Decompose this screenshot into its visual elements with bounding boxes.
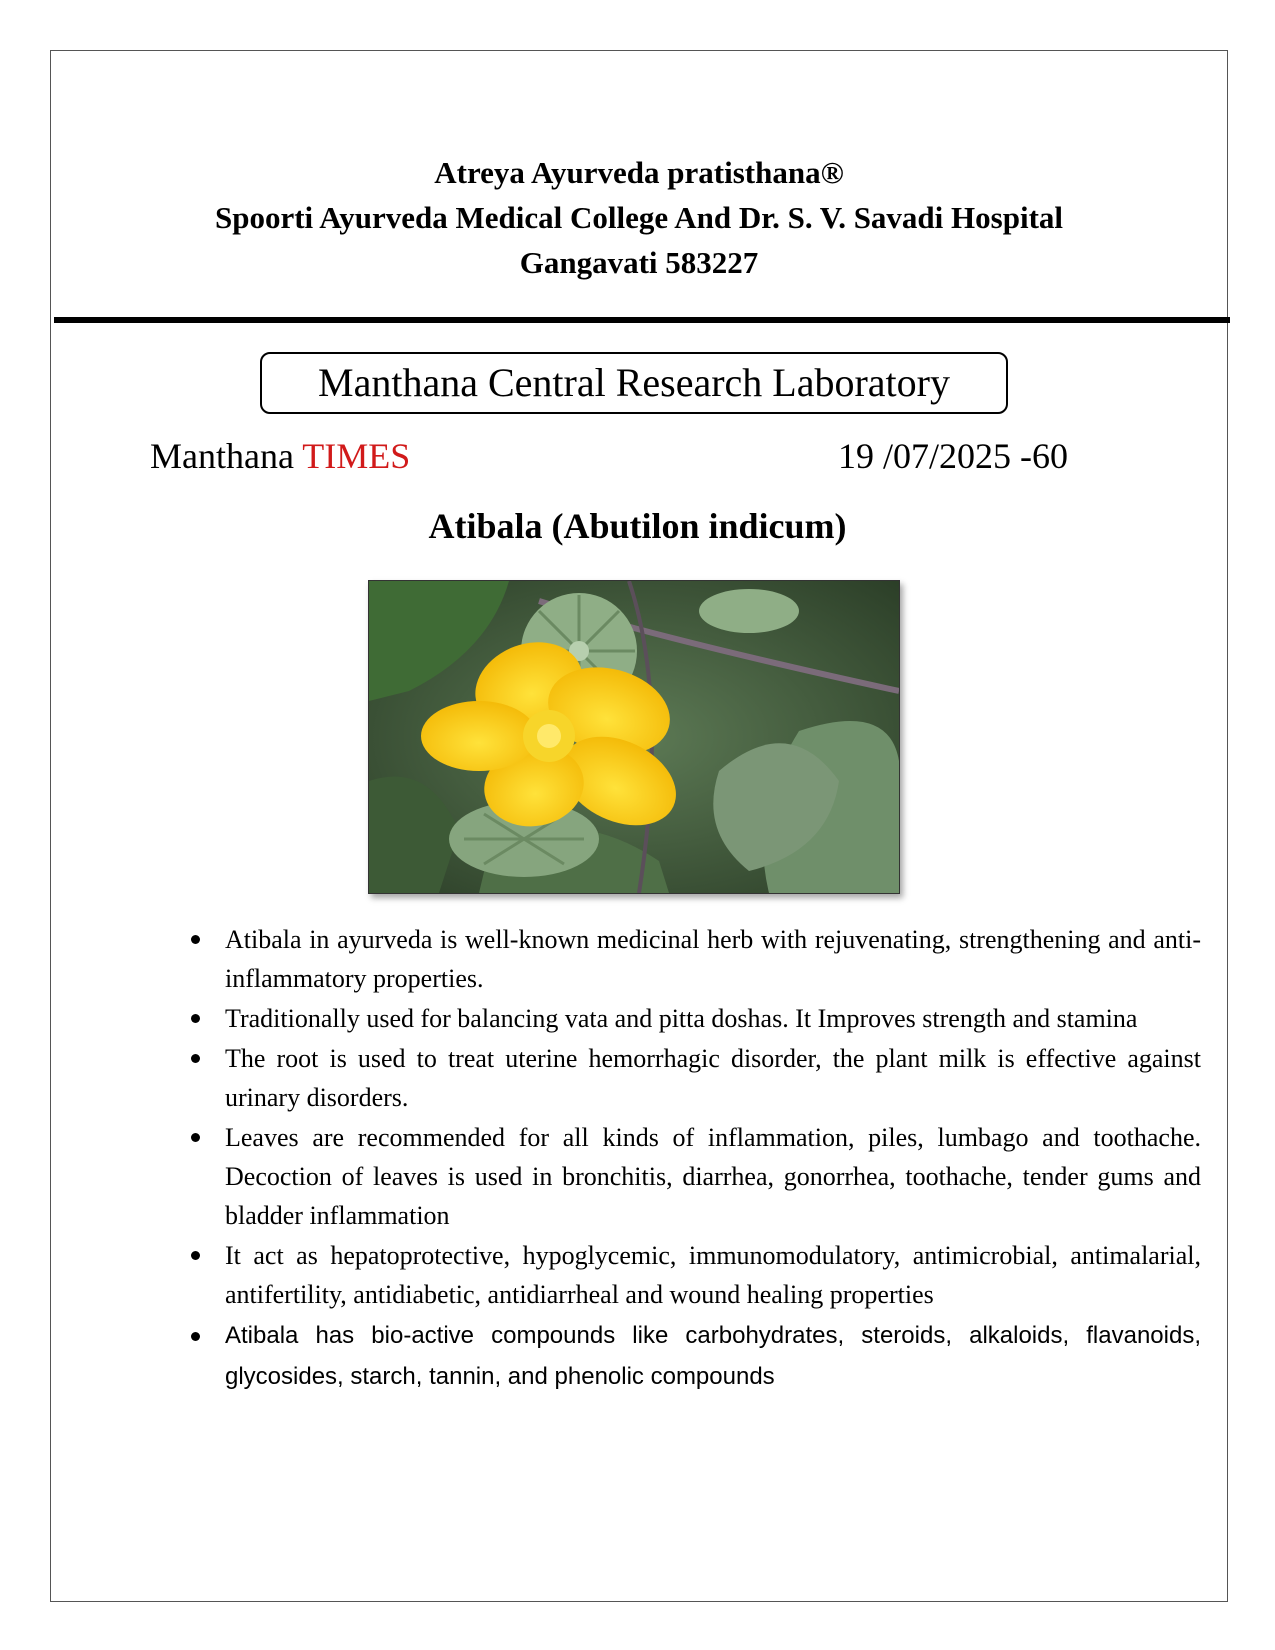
header-line-1: Atreya Ayurveda pratisthana® — [434, 155, 844, 190]
issue-date-number: 19 /07/2025 -60 — [838, 436, 1068, 476]
list-item: The root is used to treat uterine hemorrhagic disorder, the plant milk is effective against urinary disorders. — [225, 1039, 1201, 1117]
institution-header — [50, 150, 1228, 285]
lab-name-box: Manthana Central Research Laboratory — [260, 352, 1008, 414]
header-line-2: Spoorti Ayurveda Medical College And Dr. S. V. Savadi Hospital — [214, 200, 1064, 235]
newsletter-name — [150, 432, 410, 480]
header-line-3: Gangavati 583227 — [519, 245, 759, 280]
list-item: Atibala has bio-active compounds like carbohydrates, steroids, alkaloids, flavanoids, glycosides, starch, tannin, and phenolic compounds — [225, 1315, 1201, 1397]
newsletter-name-part1: Manthana — [150, 436, 303, 476]
newsletter-name-part2: TIMES — [302, 436, 411, 476]
header-divider — [54, 317, 1230, 323]
flower-photo — [368, 580, 900, 894]
article-title: Atibala (Abutilon indicum) — [428, 506, 847, 546]
list-item: It act as hepatoprotective, hypoglycemic, immunomodulatory, antimicrobial, antimalarial, antifertility, antidiabetic, antidiarrheal and wound healing properties — [225, 1236, 1201, 1314]
list-item: Leaves are recommended for all kinds of inflammation, piles, lumbago and toothache. Decoction of leaves is used in bronchitis, diarrhea, gonorrhea, toothache, tender gums and bladder inflammation — [225, 1118, 1201, 1235]
list-item: Traditionally used for balancing vata and pitta doshas. It Improves strength and stamina — [225, 999, 1201, 1038]
flower-illustration — [369, 581, 899, 893]
facts-list — [150, 920, 1201, 1398]
list-item: Atibala in ayurveda is well-known medicinal herb with rejuvenating, strengthening and anti-inflammatory properties. — [225, 920, 1201, 998]
